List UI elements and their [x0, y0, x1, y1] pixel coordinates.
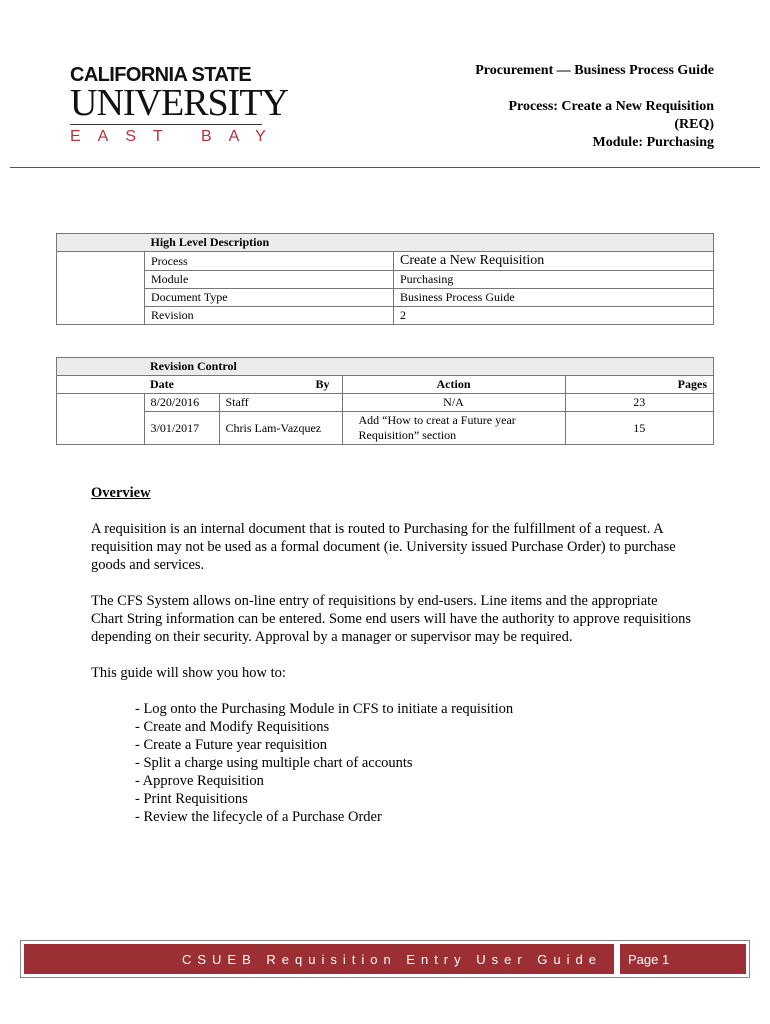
list-item: - Print Requisitions: [135, 791, 248, 807]
table-row: [57, 271, 714, 289]
overview-section: [91, 484, 691, 826]
logo-line-university: UNIVERSITY: [70, 82, 288, 124]
row-by: Chris Lam-Vazquez: [219, 412, 342, 445]
document-header: [475, 62, 714, 152]
row-pages: 15: [565, 412, 714, 445]
table-row: [57, 289, 714, 307]
list-item: - Review the lifecycle of a Purchase Order: [135, 809, 382, 825]
overview-title: Overview: [91, 485, 151, 501]
table-row: [57, 394, 714, 412]
header-module: Module: Purchasing: [592, 135, 714, 150]
row-action: N/A: [342, 394, 565, 412]
list-item: - Create and Modify Requisitions: [135, 719, 330, 735]
row-label: Document Type: [145, 289, 394, 307]
logo-line-east-bay: EAST BAY: [70, 128, 283, 145]
table-row: [57, 252, 714, 271]
overview-paragraph: A requisition is an internal document that is routed to Purchasing for the fulfillment of a request. A requisition may not be used as a formal document (ie. University issued Purchase Order) to purchase goods and services.: [91, 521, 676, 573]
header-process-code: (REQ): [674, 117, 714, 132]
row-label: Process: [145, 252, 394, 271]
footer-guide-title: CSUEB Requisition Entry User Guide: [24, 944, 614, 974]
table-row: [57, 307, 714, 325]
row-label: Revision: [145, 307, 394, 325]
row-value: Purchasing: [394, 271, 714, 289]
list-item: - Log onto the Purchasing Module in CFS to initiate a requisition: [135, 701, 514, 717]
guide-topics-list: [91, 700, 691, 826]
logo-divider: [70, 124, 262, 125]
column-header-by: By: [315, 377, 330, 391]
row-by: Staff: [219, 394, 342, 412]
header-process: Process: Create a New Requisition: [508, 99, 714, 114]
overview-paragraph: The CFS System allows on-line entry of requisitions by end-users. Line items and the appropriate Chart String information can be entered. Some end users will have the authority to approve requisitions depending on their security. Approval by a manager or supervisor may be required.: [91, 593, 691, 645]
header-title: Procurement — Business Process Guide: [475, 63, 714, 78]
university-logo: [70, 64, 288, 146]
row-value: Business Process Guide: [394, 289, 714, 307]
overview-paragraph: This guide will show you how to:: [91, 665, 286, 681]
revision-control-table: [56, 357, 714, 445]
row-label: Module: [145, 271, 394, 289]
footer-page-number: Page 1: [618, 944, 746, 974]
list-item: - Approve Requisition: [135, 773, 264, 789]
row-pages: 23: [565, 394, 714, 412]
column-header-action: Action: [342, 376, 565, 394]
table-row: [57, 412, 714, 445]
high-level-description-table: [56, 233, 714, 325]
table-header-row: [57, 376, 714, 394]
logo-line-california-state: CALIFORNIA STATE: [70, 64, 252, 86]
row-date: 3/01/2017: [144, 412, 219, 445]
row-value: 2: [394, 307, 714, 325]
list-item: - Create a Future year requisition: [135, 737, 328, 753]
list-item: - Split a charge using multiple chart of accounts: [135, 755, 413, 771]
page-footer: [20, 940, 750, 978]
row-value: Create a New Requisition: [394, 252, 714, 271]
column-header-date-by: [144, 376, 342, 394]
row-action: Add “How to creat a Future year Requisition” section: [342, 412, 565, 445]
column-header-pages: Pages: [565, 376, 714, 394]
header-divider: [10, 167, 760, 168]
row-date: 8/20/2016: [144, 394, 219, 412]
revision-control-heading: Revision Control: [144, 358, 714, 376]
column-header-date: Date: [150, 377, 174, 391]
high-level-heading: High Level Description: [145, 234, 714, 252]
